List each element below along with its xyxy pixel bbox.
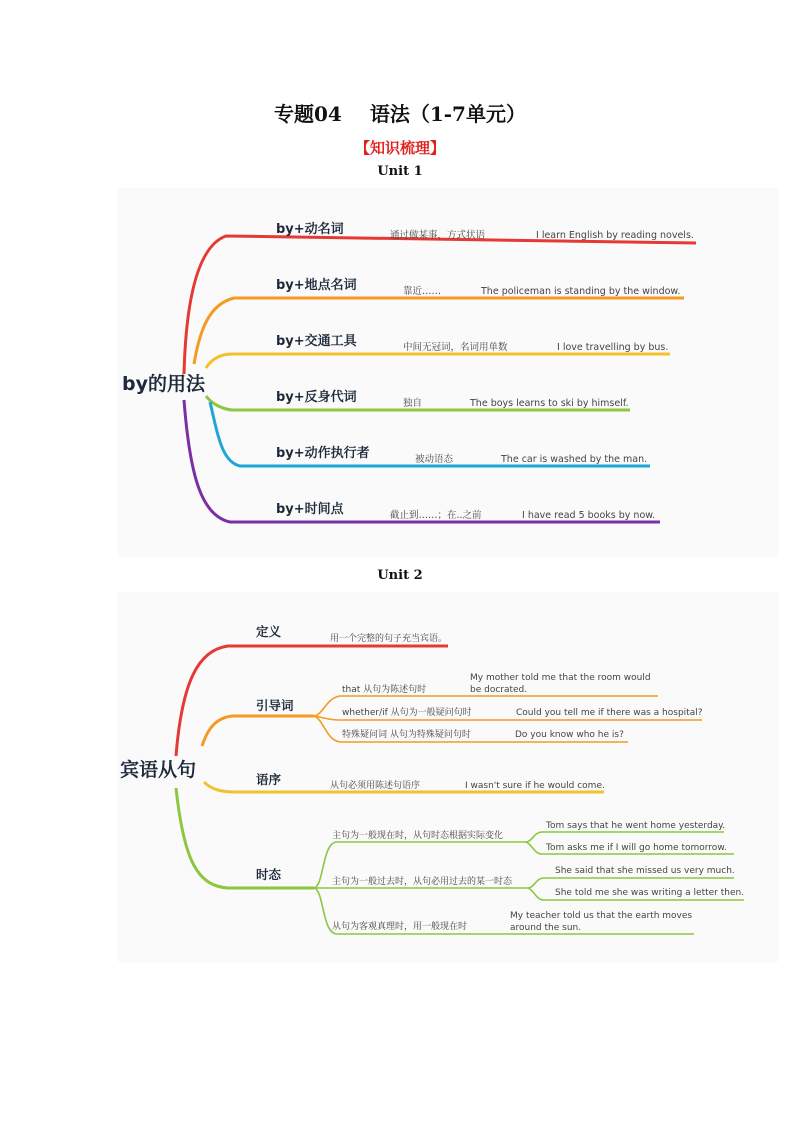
introducer-rule: 特殊疑问词 从句为特殊疑问句时 [342,730,471,740]
branch-meaning: 截止到……；在..之前 [390,510,482,521]
title-part-left: 专题04 [274,102,342,126]
definition-text: 用一个完整的句子充当宾语。 [330,634,448,644]
branch-label-tense: 时态 [256,867,282,882]
branch-example: I learn English by reading novels. [536,230,694,241]
section-subtitle: 【知识梳理】 [354,139,445,157]
branch-label-definition: 定义 [256,624,282,639]
tense-example: She said that she missed us very much. [555,866,735,876]
introducer-example: be docrated. [470,685,528,695]
word-order-example: I wasn't sure if he would come. [465,781,605,791]
branch-meaning: 靠近…… [403,286,442,297]
branch-label: by+交通工具 [276,334,357,349]
unit1-mindmap [118,188,778,558]
introducer-rule: that 从句为陈述句时 [342,685,427,695]
tense-rule: 主句为一般过去时，从句必用过去的某一时态 [332,877,513,887]
tense-example: Tom says that he went home yesterday. [546,821,726,831]
branch-example: The policeman is standing by the window. [481,286,681,297]
tense-example: My teacher told us that the earth moves [510,911,693,921]
tense-rule: 主句为一般现在时，从句时态根据实际变化 [332,831,504,841]
unit2-center-label: 宾语从句 [120,759,197,781]
branch-line-introducers [202,716,314,746]
unit1-center-label: by的用法 [122,373,205,395]
unit2-heading: Unit 2 [377,568,423,583]
tense-example: Tom asks me if I will go home tomorrow. [546,843,727,853]
introducer-example: My mother told me that the room would [470,673,651,683]
unit2-mindmap-svg [118,592,778,962]
branch-meaning: 中间无冠词，名词用单数 [403,342,508,353]
sub-line [528,878,734,888]
unit1-mindmap-svg [118,188,778,558]
branch-meaning: 被动语态 [415,454,454,465]
word-order-rule: 从句必须用陈述句语序 [330,781,421,791]
tense-example: around the sun. [510,923,582,933]
branch-label-introducers: 引导词 [256,698,294,713]
branch-example: I have read 5 books by now. [522,510,656,521]
branch-label: by+反身代词 [276,390,357,405]
unit1-heading: Unit 1 [377,164,423,179]
sub-line [526,832,724,842]
branch-example: I love travelling by bus. [557,342,669,353]
branch-label-word-order: 语序 [256,772,282,787]
branch-label: by+动名词 [276,222,344,237]
page-title [0,98,800,127]
branch-example: The car is washed by the man. [501,454,648,465]
branch-example: The boys learns to ski by himself. [470,398,629,409]
title-part-right: 语法（1-7单元） [369,102,526,126]
introducer-example: Could you tell me if there was a hospital? [516,708,703,718]
branch-meaning: 通过做某事，方式状语 [390,230,486,241]
branch-line-3 [206,354,670,368]
unit2-mindmap [118,592,778,962]
branch-label: by+地点名词 [276,278,357,293]
branch-meaning: 独自 [403,398,423,409]
branch-label: by+动作执行者 [276,446,370,461]
branch-line-tense [176,788,314,888]
introducer-example: Do you know who he is? [515,730,624,740]
tense-example: She told me she was writing a letter then. [555,888,745,898]
branch-label: by+时间点 [276,502,344,517]
tense-rule: 从句为客观真理时，用一般现在时 [332,922,468,932]
introducer-rule: whether/if 从句为一般疑问句时 [342,708,472,718]
